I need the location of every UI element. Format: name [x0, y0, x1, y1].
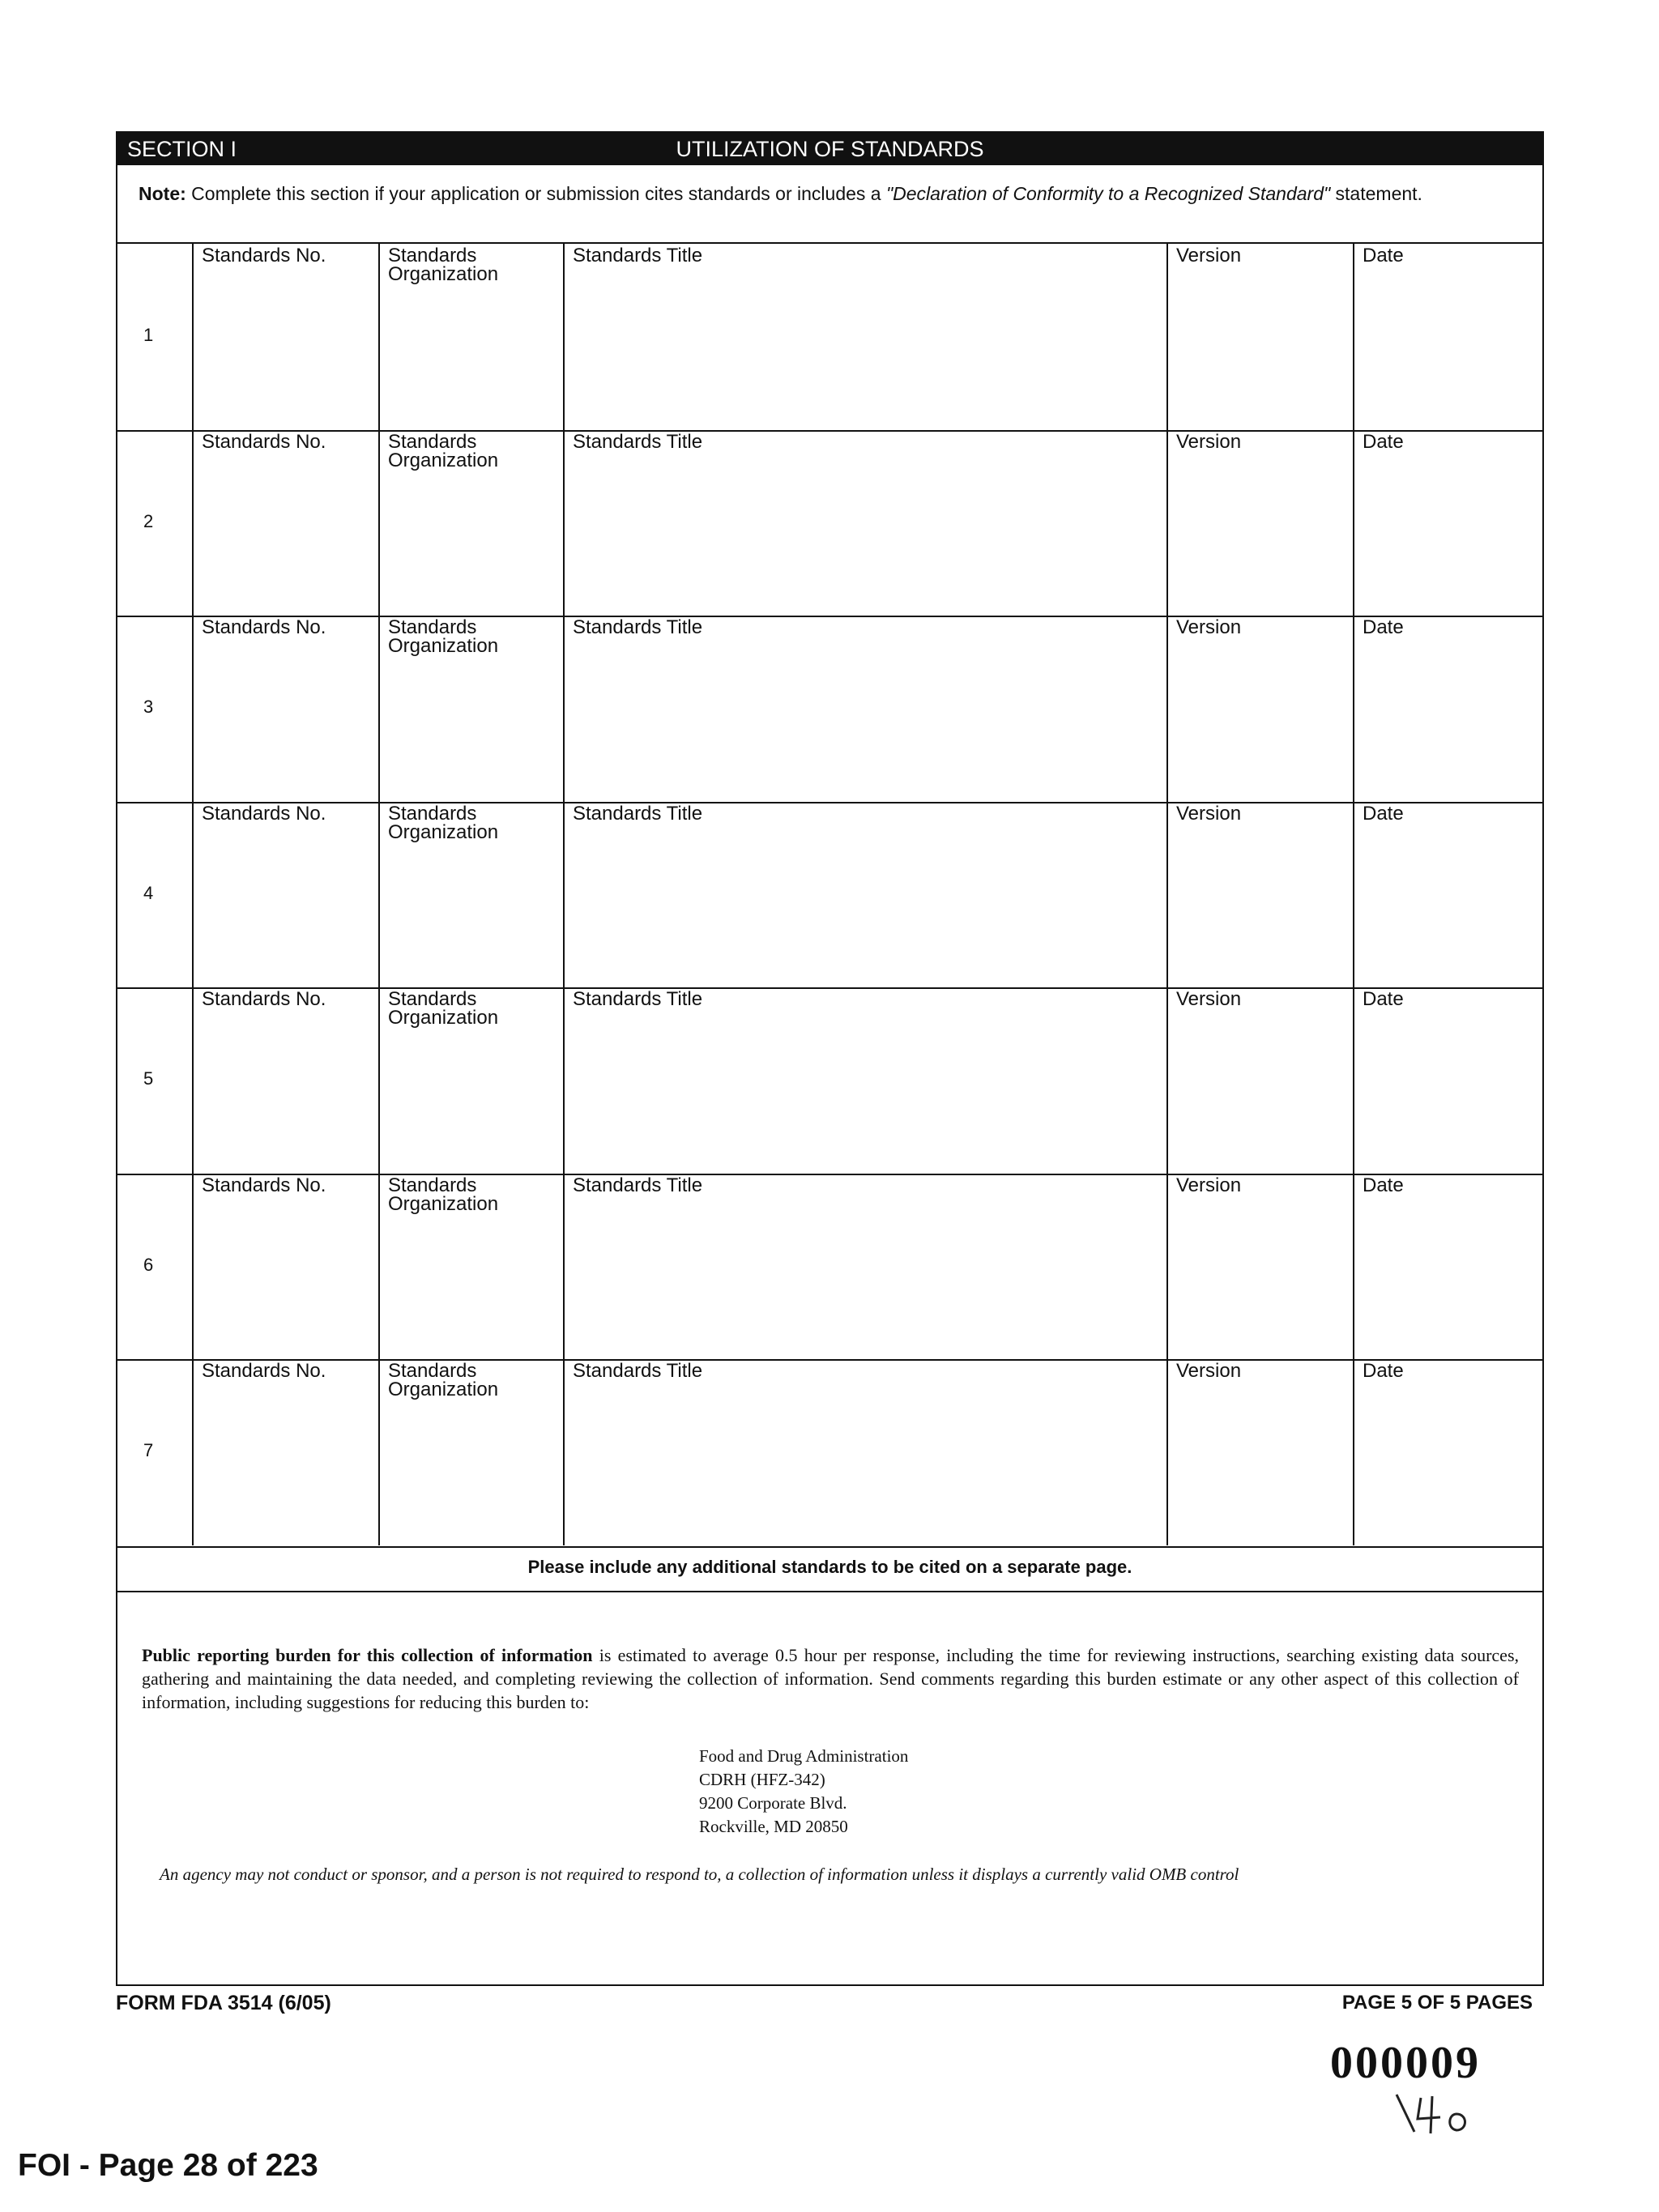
- standards-no-field[interactable]: [202, 618, 326, 637]
- standards-title-field[interactable]: [573, 1362, 702, 1380]
- standards-title-field[interactable]: [573, 430, 703, 453]
- field-label: Version: [1176, 430, 1242, 453]
- date-field[interactable]: [1363, 990, 1404, 1008]
- column-divider: [1353, 430, 1354, 616]
- note-text-end: statement.: [1330, 183, 1422, 204]
- foi-page-label: FOI - Page 28 of 223: [18, 2148, 318, 2183]
- section-header: [117, 133, 1542, 165]
- address-line: 9200 Corporate Blvd.: [699, 1793, 847, 1813]
- standards-no-field[interactable]: [202, 1176, 326, 1195]
- field-label: Standards No.: [202, 802, 326, 825]
- field-label: Version: [1176, 1360, 1242, 1382]
- note-text: Complete this section if your application or submission cites standards or includes a: [186, 183, 886, 204]
- date-field[interactable]: [1363, 804, 1404, 823]
- field-label: Organization: [388, 635, 499, 657]
- standards-title-field[interactable]: [573, 804, 702, 823]
- field-label: Standards Title: [573, 988, 703, 1010]
- field-label: Date: [1363, 430, 1404, 453]
- column-divider: [1166, 616, 1168, 802]
- address-line: Food and Drug Administration: [699, 1746, 909, 1766]
- column-divider: [563, 802, 565, 988]
- standards-no-field[interactable]: [202, 990, 326, 1008]
- column-divider: [378, 987, 380, 1174]
- field-label: Date: [1363, 988, 1404, 1010]
- standards-organization-field[interactable]: [388, 1362, 498, 1399]
- field-label: Organization: [388, 1192, 499, 1215]
- section-label: SECTION I: [127, 137, 237, 161]
- version-field[interactable]: [1176, 1362, 1241, 1380]
- column-divider: [1166, 987, 1168, 1174]
- column-divider: [192, 430, 194, 616]
- field-label: Standards: [388, 988, 477, 1010]
- row-divider: [117, 987, 1544, 989]
- column-divider: [1166, 1174, 1168, 1360]
- divider: [117, 1546, 1542, 1548]
- column-divider: [1166, 802, 1168, 988]
- field-label: Standards No.: [202, 430, 326, 453]
- field-label: Organization: [388, 820, 499, 843]
- field-label: Standards Title: [573, 430, 703, 453]
- standards-organization-field[interactable]: [388, 430, 499, 471]
- field-label: Standards No.: [202, 1360, 326, 1382]
- section-title: UTILIZATION OF STANDARDS: [676, 137, 984, 161]
- column-divider: [378, 616, 380, 802]
- column-divider: [378, 1359, 380, 1545]
- handwritten-mark: [1392, 2090, 1481, 2138]
- column-divider: [192, 987, 194, 1174]
- date-field[interactable]: [1363, 1362, 1404, 1380]
- address-line: CDRH (HFZ-342): [699, 1770, 825, 1789]
- column-divider: [192, 1174, 194, 1360]
- standards-row: [117, 987, 1544, 1172]
- standards-title-field[interactable]: [573, 1176, 702, 1195]
- column-divider: [192, 244, 194, 430]
- standards-no-field[interactable]: [202, 246, 326, 265]
- standards-organization-field[interactable]: [388, 1176, 498, 1213]
- standards-row: [117, 1359, 1544, 1544]
- date-field[interactable]: [1363, 618, 1404, 637]
- row-divider: [117, 616, 1544, 617]
- handwritten-page-number: [1392, 2090, 1481, 2142]
- standards-title-field[interactable]: [573, 246, 702, 265]
- note-label: Note:: [139, 183, 186, 204]
- column-divider: [1353, 802, 1354, 988]
- column-divider: [1353, 616, 1354, 802]
- column-divider: [563, 616, 565, 802]
- field-label: Standards No.: [202, 245, 326, 266]
- form-id: FORM FDA 3514 (6/05): [116, 1992, 331, 2014]
- column-divider: [563, 1359, 565, 1545]
- version-field[interactable]: [1176, 618, 1241, 637]
- field-label: Date: [1363, 1360, 1404, 1382]
- additional-standards-note: Please include any additional standards to be cited on a separate page.: [527, 1557, 1132, 1577]
- field-label: Standards: [388, 802, 477, 825]
- field-label: Standards Title: [573, 802, 703, 825]
- column-divider: [378, 1174, 380, 1360]
- bates-number: 000009: [1330, 2038, 1481, 2088]
- column-divider: [563, 430, 565, 616]
- field-label: Standards No.: [202, 988, 326, 1010]
- standards-organization-field[interactable]: [388, 990, 498, 1027]
- standards-no-field[interactable]: [202, 430, 326, 453]
- field-label: Standards: [388, 245, 477, 266]
- mailing-address: [699, 1745, 908, 1839]
- row-divider: [117, 1359, 1544, 1361]
- column-divider: [378, 244, 380, 430]
- row-number: 7: [143, 1440, 154, 1460]
- column-divider: [192, 1359, 194, 1545]
- field-label: Standards: [388, 430, 477, 453]
- date-field[interactable]: [1363, 246, 1404, 265]
- version-field[interactable]: [1176, 246, 1241, 265]
- field-label: Standards No.: [202, 1174, 326, 1196]
- address-line: Rockville, MD 20850: [699, 1817, 848, 1836]
- field-label: Version: [1176, 616, 1242, 638]
- column-divider: [563, 1174, 565, 1360]
- standards-row: [117, 430, 1544, 615]
- version-field[interactable]: [1176, 990, 1241, 1008]
- field-label: Standards: [388, 1360, 477, 1382]
- standards-row: [117, 1174, 1544, 1358]
- standards-title-field[interactable]: [573, 618, 702, 637]
- date-field[interactable]: [1363, 1176, 1404, 1195]
- field-label: Standards Title: [573, 1360, 703, 1382]
- section-note: [139, 181, 1524, 206]
- column-divider: [563, 244, 565, 430]
- field-label: Standards No.: [202, 616, 326, 638]
- field-label: Version: [1176, 802, 1242, 825]
- standards-organization-field[interactable]: [388, 246, 498, 283]
- standards-no-field[interactable]: [202, 804, 326, 823]
- column-divider: [563, 987, 565, 1174]
- row-divider: [117, 802, 1544, 803]
- version-field[interactable]: [1176, 804, 1241, 823]
- standards-organization-field[interactable]: [388, 804, 498, 842]
- column-divider: [1353, 1174, 1354, 1360]
- field-label: Date: [1363, 245, 1404, 266]
- row-number: 2: [143, 510, 154, 531]
- column-divider: [378, 802, 380, 988]
- row-divider: [117, 1174, 1544, 1175]
- field-label: Date: [1363, 802, 1404, 825]
- column-divider: [192, 616, 194, 802]
- field-label: Version: [1176, 988, 1242, 1010]
- row-number: 5: [143, 1068, 154, 1089]
- note-declaration: "Declaration of Conformity to a Recognized Standard": [885, 183, 1331, 204]
- field-label: Standards: [388, 616, 477, 638]
- row-divider: [117, 430, 1544, 432]
- field-label: Standards Title: [573, 616, 703, 638]
- field-label: Standards Title: [573, 245, 703, 266]
- standards-no-field[interactable]: [202, 1362, 326, 1380]
- standards-form: [116, 131, 1544, 1986]
- field-label: Date: [1363, 616, 1404, 638]
- field-label: Version: [1176, 245, 1242, 266]
- column-divider: [1166, 244, 1168, 430]
- field-label: Standards: [388, 1174, 477, 1196]
- column-divider: [1353, 244, 1354, 430]
- column-divider: [1353, 1359, 1354, 1545]
- column-divider: [1353, 987, 1354, 1174]
- standards-row: [117, 616, 1544, 800]
- field-label: Organization: [388, 449, 499, 471]
- field-label: Organization: [388, 263, 499, 285]
- standards-row: [117, 244, 1544, 428]
- column-divider: [192, 802, 194, 988]
- page-number: PAGE 5 OF 5 PAGES: [1341, 1992, 1533, 2014]
- omb-notice: An agency may not conduct or sponsor, and a person is not required to respond to, a collection of information unless it displays a currently valid OMB control: [160, 1865, 1239, 1884]
- field-label: Standards Title: [573, 1174, 703, 1196]
- row-number: 1: [143, 325, 154, 345]
- version-field[interactable]: [1176, 430, 1242, 453]
- field-label: Version: [1176, 1174, 1242, 1196]
- burden-text: is estimated to average 0.5 hour per response, including the time for reviewing instructions, searching existing data sources, gathering and maintaining the data needed, and completing reviewing the collection of information. Send comments regarding this burden estimate or any other aspect of this collection of information, including suggestions for reducing this burden to:: [142, 1645, 1520, 1712]
- standards-organization-field[interactable]: [388, 618, 498, 655]
- column-divider: [1166, 1359, 1168, 1545]
- burden-statement: [142, 1643, 1519, 1714]
- date-field[interactable]: [1363, 430, 1404, 453]
- field-label: Organization: [388, 1007, 499, 1029]
- field-label: Date: [1363, 1174, 1404, 1196]
- column-divider: [1166, 430, 1168, 616]
- standards-title-field[interactable]: [573, 990, 702, 1008]
- version-field[interactable]: [1176, 1176, 1241, 1195]
- row-number: 3: [143, 697, 154, 717]
- field-label: Organization: [388, 1379, 499, 1400]
- column-divider: [378, 430, 380, 616]
- burden-label: Public reporting burden for this collection of information: [142, 1645, 593, 1665]
- divider: [117, 1591, 1542, 1592]
- row-number: 4: [143, 882, 154, 903]
- row-number: 6: [143, 1254, 154, 1275]
- standards-row: [117, 802, 1544, 987]
